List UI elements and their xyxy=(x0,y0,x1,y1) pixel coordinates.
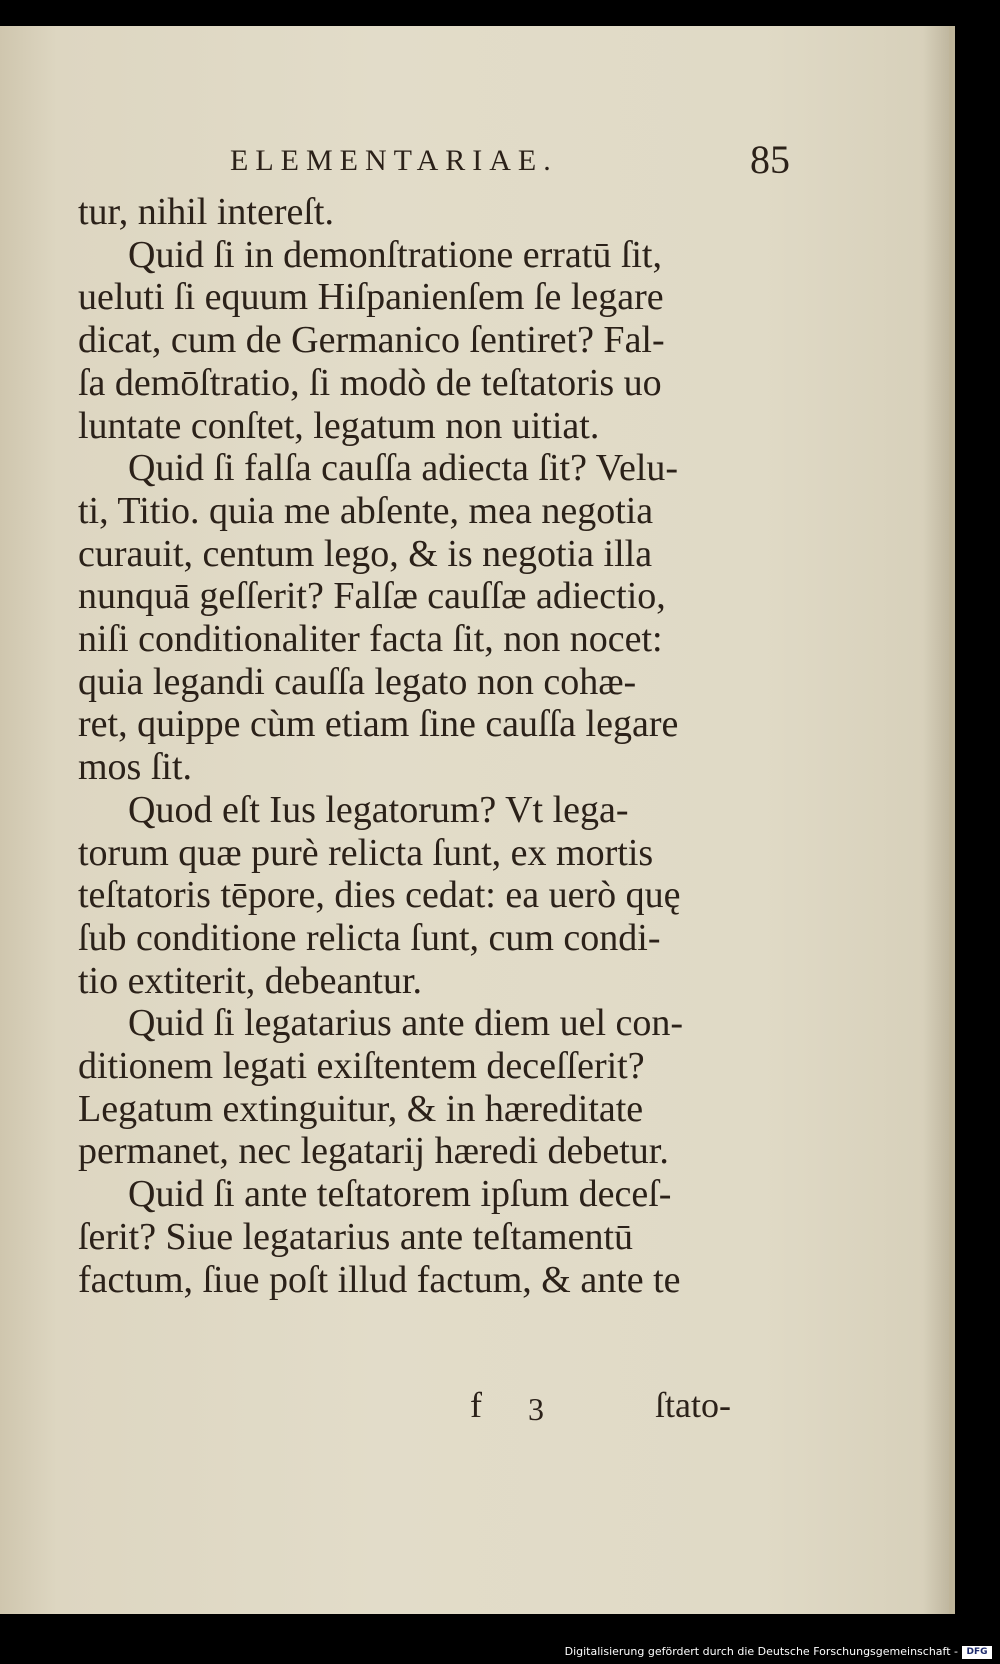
catchword: ſtato- xyxy=(655,1385,731,1425)
text-line: quia legandi cauſſa legato non cohæ- xyxy=(78,660,637,703)
text-line: Quid ſi legatarius ante diem uel con- xyxy=(128,1002,684,1045)
page-header xyxy=(230,136,790,196)
text-line: mos ſit. xyxy=(78,746,193,789)
text-line: ſub conditione relicta ſunt, cum condi- xyxy=(78,916,661,959)
text-line: tur, nihil intereſt. xyxy=(78,191,334,233)
text-line: niſi conditionaliter facta ſit, non nocet: xyxy=(78,618,663,661)
text-line: torum quæ purè relicta ſunt, ex mortis xyxy=(78,831,654,874)
book-page xyxy=(0,26,955,1614)
text-line: Quid ſi ante teſtatorem ipſum deceſ- xyxy=(128,1173,672,1216)
text-line: permanet, nec legatarij hæredi debetur. xyxy=(78,1130,669,1173)
text-line: Quod eſt Ius legatorum? Vt lega- xyxy=(128,788,629,831)
text-line: nunquā geſſerit? Falſæ cauſſæ adiectio, xyxy=(78,575,666,618)
text-line: luntate conſtet, legatum non uitiat. xyxy=(78,404,600,447)
text-line: ueluti ſi equum Hiſpanienſem ſe legare xyxy=(78,276,664,319)
text-line: dicat, cum de Germanico ſentiret? Fal- xyxy=(78,319,665,362)
text-line: ditionem legati exiſtentem deceſſerit? xyxy=(78,1045,645,1088)
digitization-credit: Digitalisierung gefördert durch die Deutsche Forschungsgemeinschaft - xyxy=(564,1645,958,1658)
signature-mark: f xyxy=(470,1385,482,1425)
text-line: ti, Titio. quia me abſente, mea negotia xyxy=(78,489,654,532)
text-line: ſerit? Siue legatarius ante teſtamentū xyxy=(78,1215,634,1258)
text-line: ſa demōſtratio, ſi modò de teſtatoris uo xyxy=(78,361,662,404)
text-line: Quid ſi in demonſtratione erratū ſit, xyxy=(128,233,662,276)
text-line: ret, quippe cùm etiam ſine cauſſa legare xyxy=(78,703,679,746)
folio-number: 85 xyxy=(750,137,790,182)
text-line: curauit, centum lego, & is negotia illa xyxy=(78,532,653,575)
running-title: ELEMENTARIAE. xyxy=(230,144,558,177)
body-text xyxy=(78,191,778,1301)
text-line: factum, ſiue poſt illud factum, & ante te xyxy=(78,1258,681,1301)
text-line: teſtatoris tēpore, dies cedat: ea uerò quę xyxy=(78,874,681,917)
text-line: Quid ſi falſa cauſſa adiecta ſit? Velu- xyxy=(128,447,679,490)
credit-bar xyxy=(0,1614,1000,1664)
text-line: Legatum extinguitur, & in hæreditate xyxy=(78,1087,644,1130)
text-line: tio extiterit, debeantur. xyxy=(78,959,423,1002)
signature-number: 3 xyxy=(528,1391,544,1427)
dfg-logo: DFG xyxy=(962,1646,992,1659)
